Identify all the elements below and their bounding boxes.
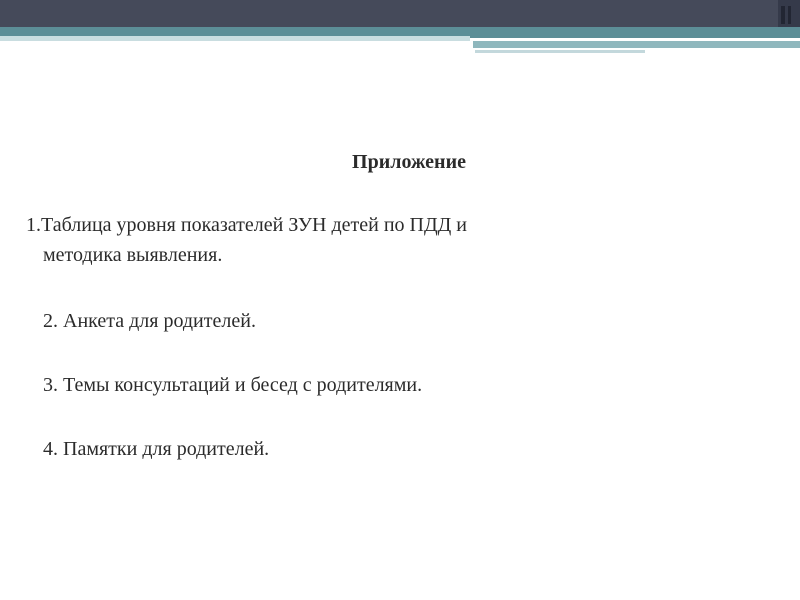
header-band (0, 0, 800, 27)
corner-ornament-secondary (788, 6, 791, 24)
list-item: 2. Анкета для родителей. (43, 310, 256, 332)
list-item-line: методика выявления. (43, 244, 223, 266)
header-stripe-accent (473, 41, 800, 48)
header-stripe-light (0, 36, 470, 41)
list-item: 4. Памятки для родителей. (43, 438, 270, 460)
header-stripe-thin (475, 50, 645, 53)
list-item: 3. Темы консультаций и бесед с родителями. (43, 374, 423, 396)
list-item-line: 1.Таблица уровня показателей ЗУН детей по ПДД и (26, 214, 467, 236)
list-item (0, 210, 700, 270)
slide-title: Приложение (352, 151, 466, 173)
corner-ornament (781, 6, 785, 24)
